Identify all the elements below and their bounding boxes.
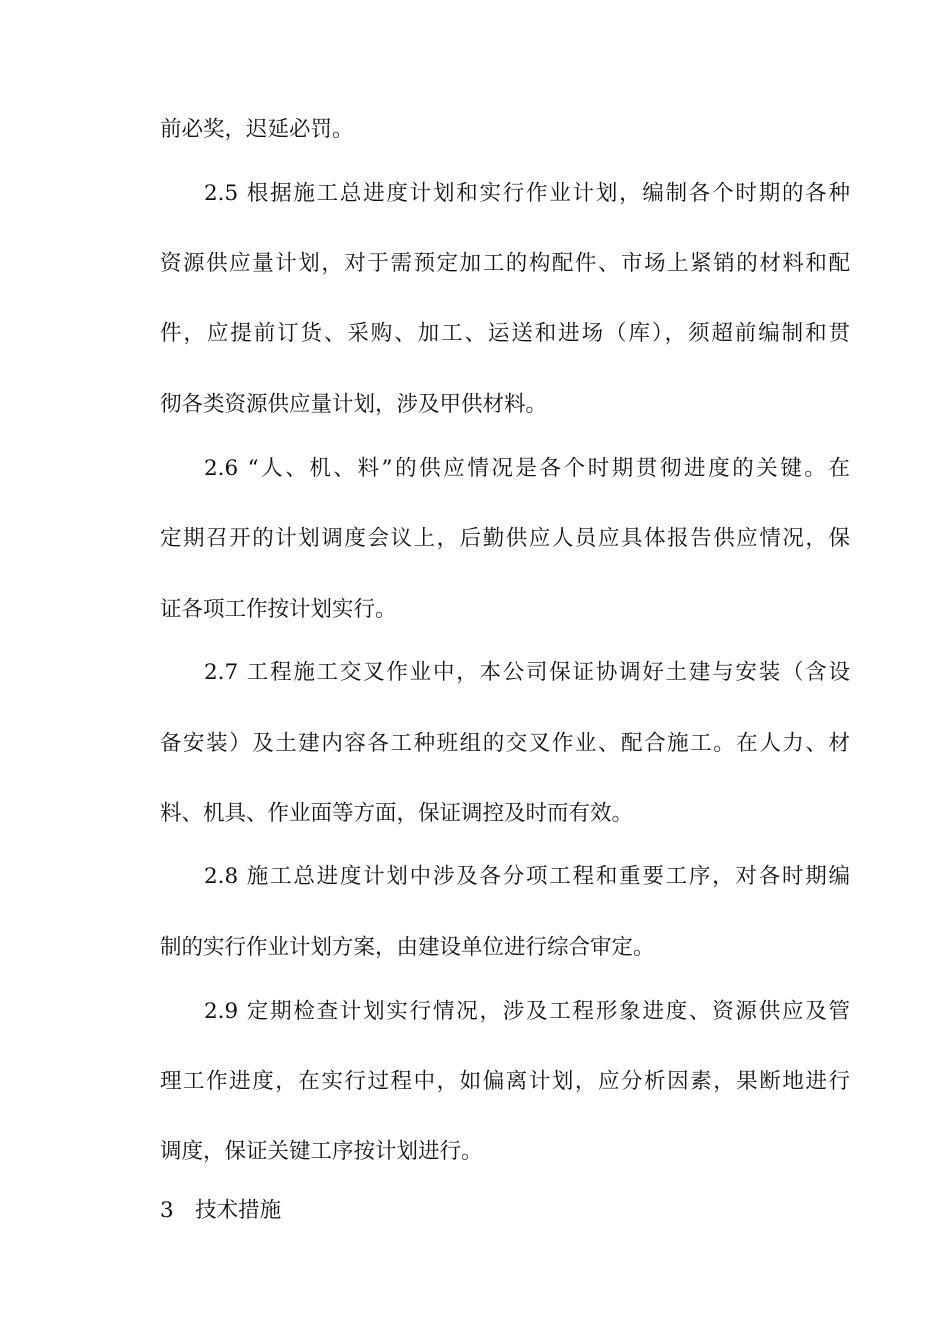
paragraph-line: 定期召开的计划调度会议上，后勤供应人员应具体报告供应情况，保 <box>160 526 850 551</box>
paragraph-line: 前必奖，迟延必罚。 <box>160 117 354 142</box>
section-heading: 3 技术措施 <box>160 1198 282 1223</box>
paragraph-2-9-line: 2.9 定期检查计划实行情况，涉及工程形象进度、资源供应及管 <box>204 999 850 1024</box>
paragraph-line: 证各项工作按计划实行。 <box>160 597 397 622</box>
paragraph-line: 备安装）及土建内容各工种班组的交叉作业、配合施工。在人力、材 <box>160 731 850 756</box>
paragraph-2-6-line: 2.6 “人、机、料”的供应情况是各个时期贯彻进度的关键。在 <box>204 456 850 481</box>
paragraph-line: 资源供应量计划，对于需预定加工的构配件、市场上紧销的材料和配 <box>160 251 850 276</box>
paragraph-line: 制的实行作业计划方案，由建设单位进行综合审定。 <box>160 935 655 960</box>
paragraph-line: 件，应提前订货、采购、加工、运送和进场（库），须超前编制和贯 <box>160 321 850 346</box>
paragraph-2-8-line: 2.8 施工总进度计划中涉及各分项工程和重要工序，对各时期编 <box>204 864 850 889</box>
paragraph-line: 料、机具、作业面等方面，保证调控及时而有效。 <box>160 801 634 826</box>
paragraph-2-7-line: 2.7 工程施工交叉作业中，本公司保证协调好土建与安装（含设 <box>204 660 850 685</box>
paragraph-line: 调度，保证关键工序按计划进行。 <box>160 1139 483 1164</box>
paragraph-line: 彻各类资源供应量计划，涉及甲供材料。 <box>160 392 548 417</box>
paragraph-2-5-line: 2.5 根据施工总进度计划和实行作业计划，编制各个时期的各种 <box>204 181 850 206</box>
paragraph-line: 理工作进度，在实行过程中，如偏离计划，应分析因素，果断地进行 <box>160 1069 850 1094</box>
